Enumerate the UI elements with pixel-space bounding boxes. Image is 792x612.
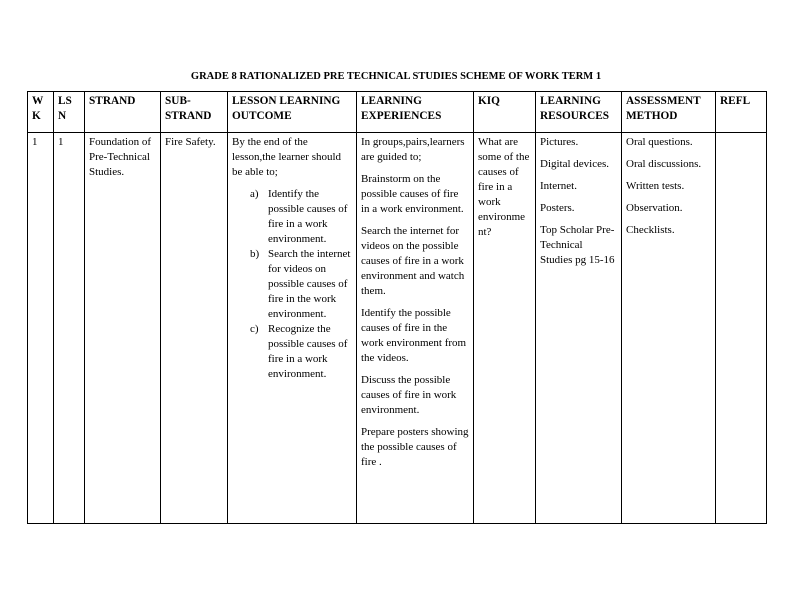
assessment-item: Written tests. [626, 180, 685, 192]
cell-lsn: 1 [54, 133, 85, 524]
resource-item: Internet. [540, 180, 577, 192]
cell-experiences [357, 133, 474, 524]
header-experiences: LEARNING EXPERIENCES [357, 92, 474, 133]
header-outcome: LESSON LEARNING OUTCOME [228, 92, 357, 133]
header-wk: W K [28, 92, 54, 133]
header-resources: LEARNING RESOURCES [536, 92, 622, 133]
experience-item: Identify the possible causes of fire in the work environment from the videos. [361, 307, 467, 364]
header-sub-strand: SUB-STRAND [161, 92, 228, 133]
assessment-item: Observation. [626, 202, 683, 214]
cell-sub-strand: Fire Safety. [161, 133, 228, 524]
header-assessment: ASSESSMENT METHOD [622, 92, 716, 133]
cell-wk: 1 [28, 133, 54, 524]
outcome-item: c) Recognize the possible causes of fire in a work environment. [250, 323, 348, 380]
experience-item: Search the internet for videos on the possible causes of fire in a work environment and watch them. [361, 225, 465, 297]
assessment-item: Oral questions. [626, 136, 693, 148]
scheme-of-work-table [27, 91, 767, 524]
outcome-list [232, 187, 352, 382]
resource-item: Posters. [540, 202, 575, 214]
cell-outcome [228, 133, 357, 524]
outcome-item: a) Identify the possible causes of fire in a work environment. [250, 188, 348, 245]
resource-item: Pictures. [540, 136, 579, 148]
header-kiq: KIQ [474, 92, 536, 133]
experience-item: Prepare posters showing the possible causes of fire . [361, 426, 469, 468]
document-title: GRADE 8 RATIONALIZED PRE TECHNICAL STUDIES SCHEME OF WORK TERM 1 [190, 71, 602, 82]
outcome-item: b) Search the internet for videos on possible causes of fire in the work environment. [250, 248, 351, 320]
cell-assessment [622, 133, 716, 524]
header-lsn: LS N [54, 92, 85, 133]
table-row [28, 133, 767, 524]
assessment-item: Checklists. [626, 224, 675, 236]
cell-resources [536, 133, 622, 524]
header-strand: STRAND [85, 92, 161, 133]
experience-item: Brainstorm on the possible causes of fire in a work environment. [361, 173, 464, 215]
header-refl: REFL [716, 92, 767, 133]
experience-item: Discuss the possible causes of fire in work environment. [361, 374, 457, 416]
header-row [28, 92, 767, 133]
outcome-intro: By the end of the lesson,the learner should be able to; [232, 136, 342, 178]
assessment-item: Oral discussions. [626, 158, 702, 170]
resource-item: Top Scholar Pre-Technical Studies pg 15-16 [540, 224, 615, 266]
cell-refl [716, 133, 767, 524]
experience-item: In groups,pairs,learners are guided to; [361, 136, 465, 163]
resource-item: Digital devices. [540, 158, 610, 170]
cell-strand: Foundation of Pre-Technical Studies. [85, 133, 161, 524]
cell-kiq: What are some of the causes of fire in a work environme nt? [474, 133, 536, 524]
